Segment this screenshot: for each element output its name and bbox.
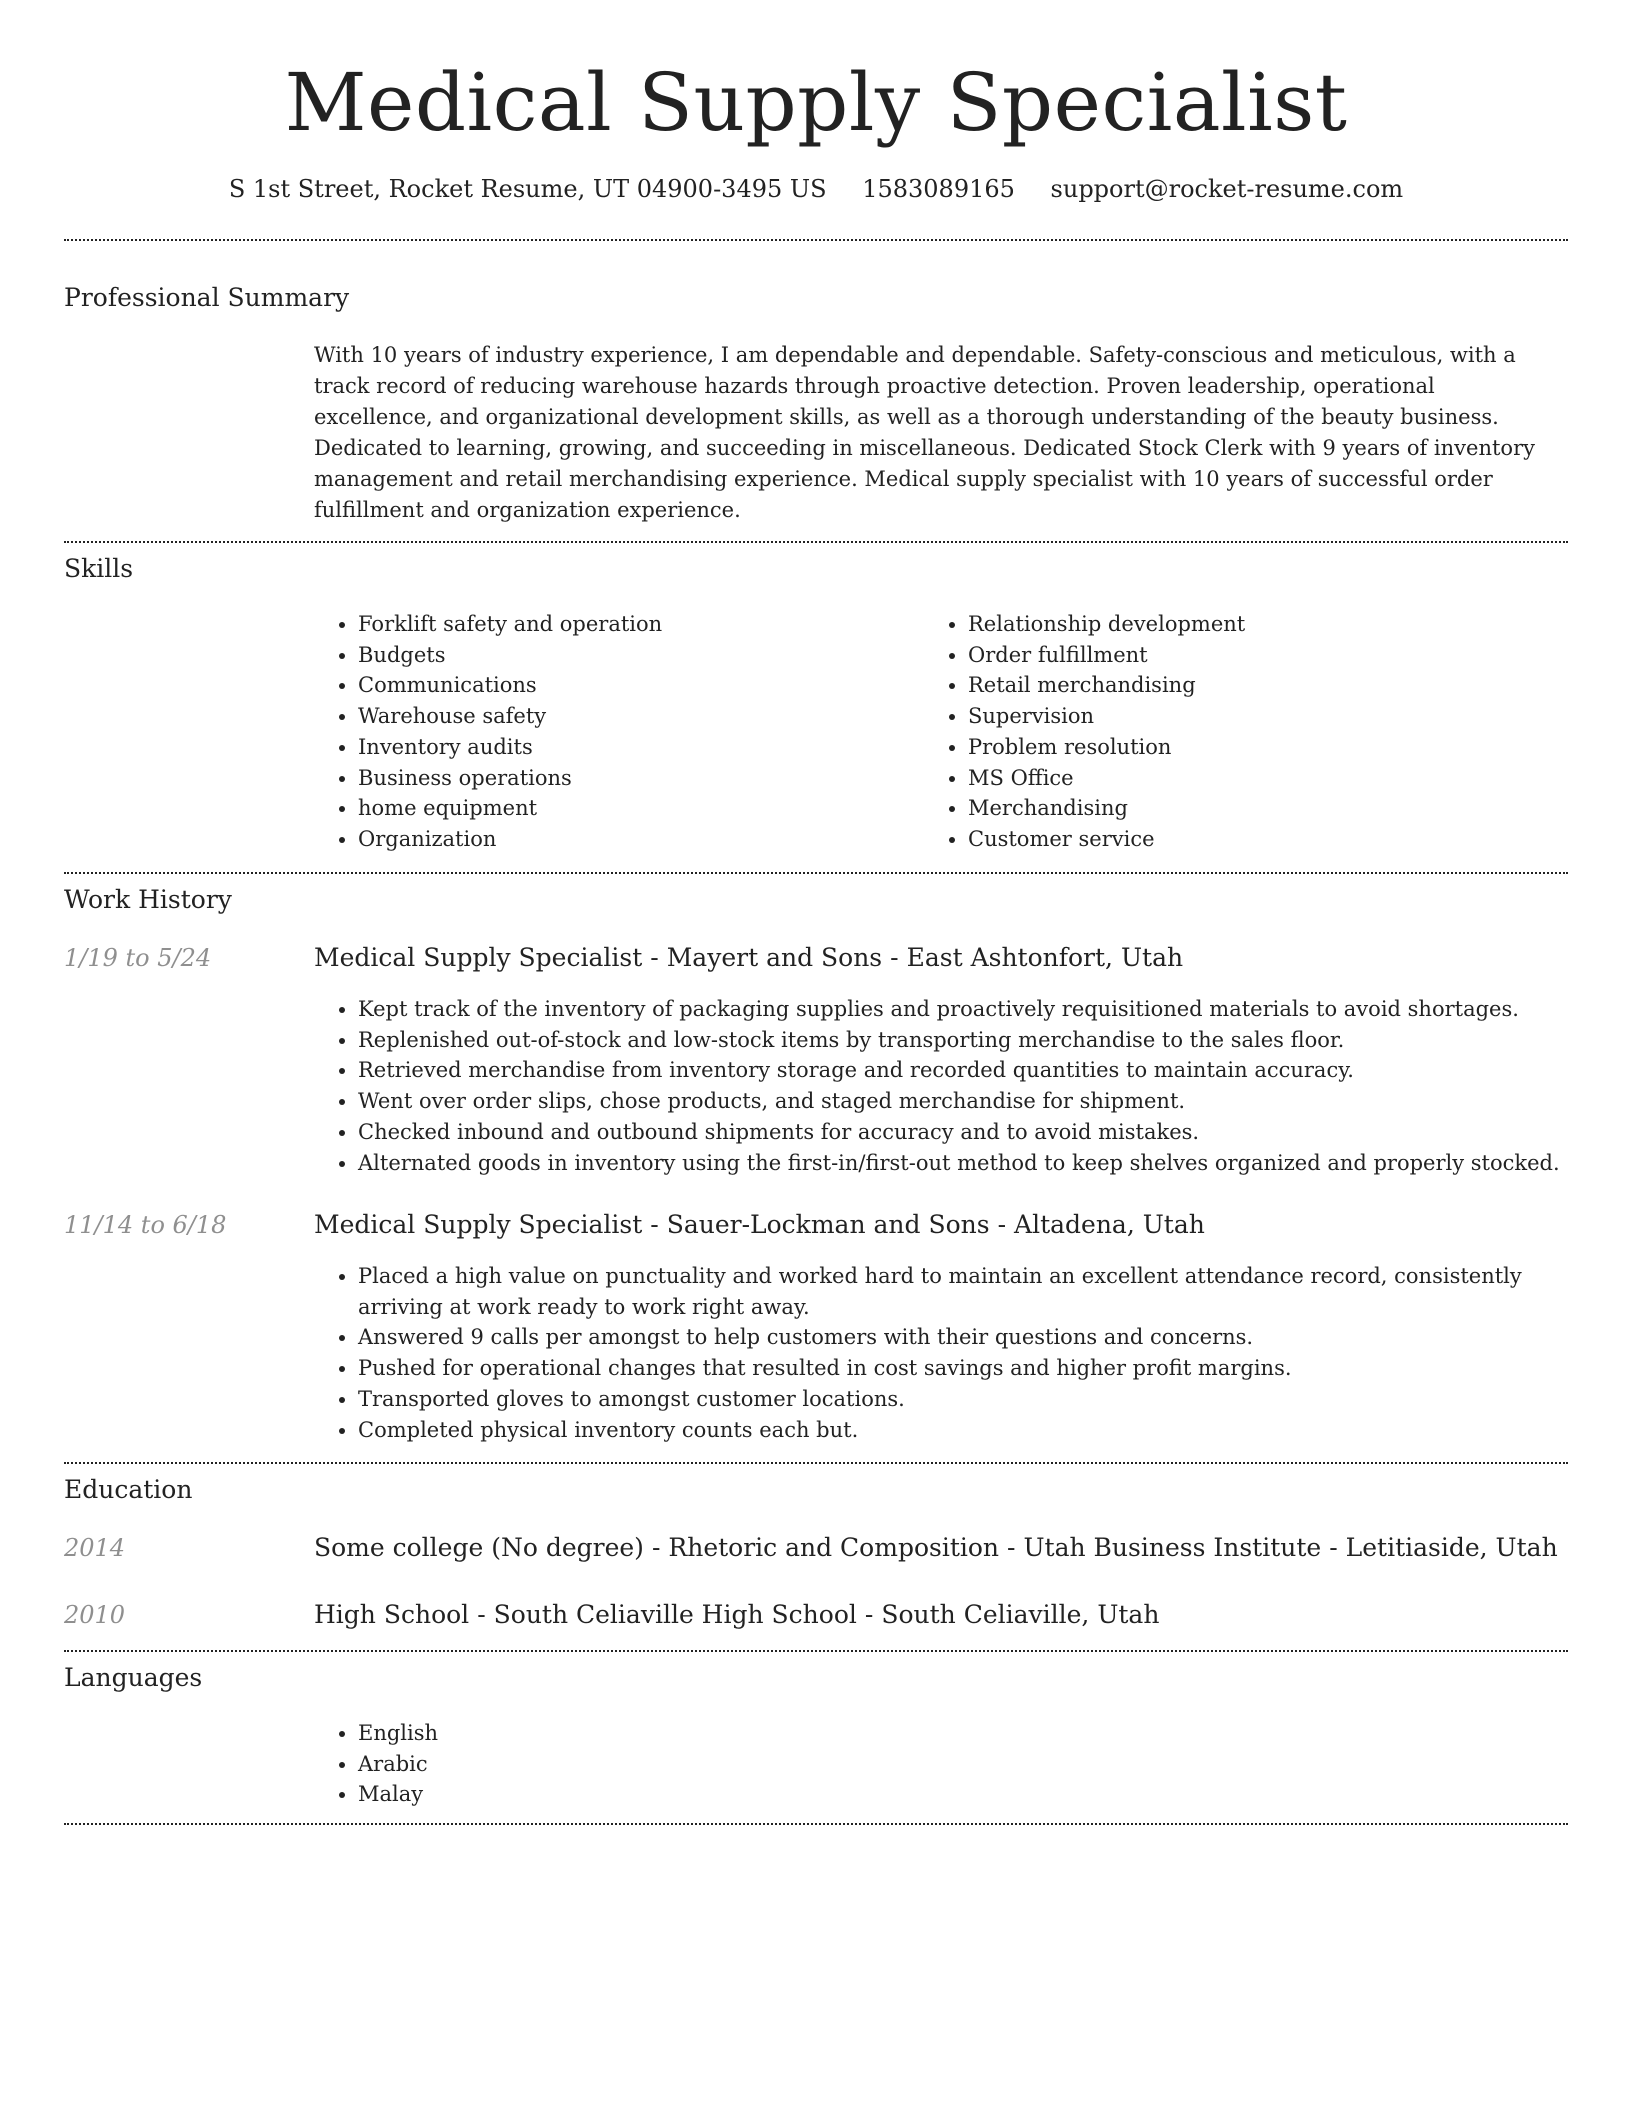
skill-item: • Communications — [358, 670, 918, 701]
education-location: Letitiaside, Utah — [1345, 1533, 1558, 1562]
education-field: Rhetoric and Composition — [668, 1533, 1000, 1562]
work-title: Work History — [64, 885, 232, 914]
skill-item: • Supervision — [968, 701, 1528, 732]
job-bullet: • Pushed for operational changes that resulted in cost savings and higher profit margins. — [358, 1353, 1608, 1384]
job-bullet: • Placed a high value on punctuality and worked hard to maintain an excellent attendance record, consistently arriving at work ready to work right away. — [358, 1261, 1608, 1322]
summary-title: Professional Summary — [64, 283, 350, 312]
education-heading — [314, 1531, 1558, 1565]
job-position: Medical Supply Specialist — [314, 1210, 643, 1239]
job-company: Sauer-Lockman and Sons — [666, 1210, 990, 1239]
separator: - — [1007, 1533, 1016, 1562]
section-divider — [64, 541, 1568, 543]
skill-item: • Order fulfillment — [968, 640, 1528, 671]
job-position: Medical Supply Specialist — [314, 943, 643, 972]
skills-list-right — [924, 609, 1528, 855]
section-divider — [64, 872, 1568, 874]
education-school: Utah Business Institute — [1023, 1533, 1322, 1562]
skill-item: • Warehouse safety — [358, 701, 918, 732]
job-heading — [314, 941, 1183, 975]
job-bullet: • Transported gloves to amongst customer locations. — [358, 1384, 1608, 1415]
separator: - — [650, 943, 659, 972]
skill-item: • Forklift safety and operation — [358, 609, 918, 640]
skill-item: • home equipment — [358, 793, 918, 824]
section-divider — [64, 239, 1568, 241]
skill-item: • Inventory audits — [358, 732, 918, 763]
skills-list-left — [314, 609, 918, 855]
section-divider — [64, 1823, 1568, 1825]
job-company: Mayert and Sons — [666, 943, 883, 972]
job-bullet: • Answered 9 calls per amongst to help customers with their questions and concerns. — [358, 1322, 1608, 1353]
separator: - — [651, 1533, 661, 1562]
skills-title: Skills — [64, 554, 134, 583]
section-divider — [64, 1650, 1568, 1652]
skill-item: • Relationship development — [968, 609, 1528, 640]
contact-address: S 1st Street, Rocket Resume, UT 04900-3495 US — [228, 175, 827, 203]
skill-item: • Business operations — [358, 763, 918, 794]
contact-email[interactable]: support@rocket-resume.com — [1050, 175, 1404, 203]
job-bullet: • Replenished out-of-stock and low-stock items by transporting merchandise to the sales floor. — [358, 1025, 1608, 1056]
separator: - — [1329, 1533, 1338, 1562]
job-bullet: • Kept track of the inventory of packaging supplies and proactively requisitioned materials to avoid shortages. — [358, 994, 1608, 1025]
job-bullet: • Checked inbound and outbound shipments for accuracy and to avoid mistakes. — [358, 1117, 1608, 1148]
job-bullets — [314, 1261, 1608, 1445]
skill-item: • Organization — [358, 824, 918, 855]
job-dates: 1/19 to 5/24 — [64, 944, 212, 972]
language-item: • Malay — [358, 1779, 958, 1810]
job-bullet: • Completed physical inventory counts each but. — [358, 1415, 1608, 1446]
skill-item: • Customer service — [968, 824, 1528, 855]
skill-item: • Problem resolution — [968, 732, 1528, 763]
separator: - — [890, 943, 899, 972]
job-bullet: • Went over order slips, chose products, and staged merchandise for shipment. — [358, 1086, 1608, 1117]
job-location: Altadena, Utah — [1014, 1210, 1205, 1239]
education-degree: Some college (No degree) — [314, 1533, 644, 1562]
skill-item: • MS Office — [968, 763, 1528, 794]
languages-title: Languages — [64, 1663, 203, 1692]
job-dates: 11/14 to 6/18 — [64, 1211, 227, 1239]
separator: - — [997, 1210, 1007, 1239]
education-degree: High School — [314, 1600, 470, 1629]
education-year: 2014 — [64, 1534, 126, 1562]
education-location: South Celiaville, Utah — [881, 1600, 1160, 1629]
skill-item: • Retail merchandising — [968, 670, 1528, 701]
education-title: Education — [64, 1475, 193, 1504]
contact-phone: 1583089165 — [862, 175, 1015, 203]
section-divider — [64, 1462, 1568, 1464]
separator: - — [864, 1600, 874, 1629]
education-year: 2010 — [64, 1601, 126, 1629]
job-bullets — [314, 994, 1608, 1178]
language-item: • Arabic — [358, 1749, 958, 1780]
summary-text: With 10 years of industry experience, I am dependable and dependable. Safety-conscious and meticulous, with a track record of reducing warehouse hazards through proactive detection. Proven leadership, operational excellence, and organizational development skills, as well as a thorough understanding of the beauty business. Dedicated to learning, growing, and succeeding in miscellaneous. Dedicated Stock Clerk with 9 years of inventory management and retail merchandising experience. Medical supply specialist with 10 years of successful order fulfillment and organization experience. — [314, 343, 1535, 522]
separator: - — [650, 1210, 659, 1239]
resume-name: Medical Supply Specialist — [284, 56, 1348, 149]
education-school: South Celiaville High School — [493, 1600, 857, 1629]
skill-item: • Budgets — [358, 640, 918, 671]
job-bullet: • Alternated goods in inventory using the first-in/first-out method to keep shelves organized and properly stocked. — [358, 1148, 1608, 1179]
contact-line — [0, 169, 1632, 209]
languages-list — [314, 1718, 958, 1810]
skill-item: • Merchandising — [968, 793, 1528, 824]
job-bullet: • Retrieved merchandise from inventory storage and recorded quantities to maintain accuracy. — [358, 1055, 1608, 1086]
job-location: East Ashtonfort, Utah — [906, 943, 1184, 972]
language-item: • English — [358, 1718, 958, 1749]
education-heading — [314, 1598, 1159, 1632]
job-heading — [314, 1208, 1205, 1242]
separator: - — [477, 1600, 486, 1629]
